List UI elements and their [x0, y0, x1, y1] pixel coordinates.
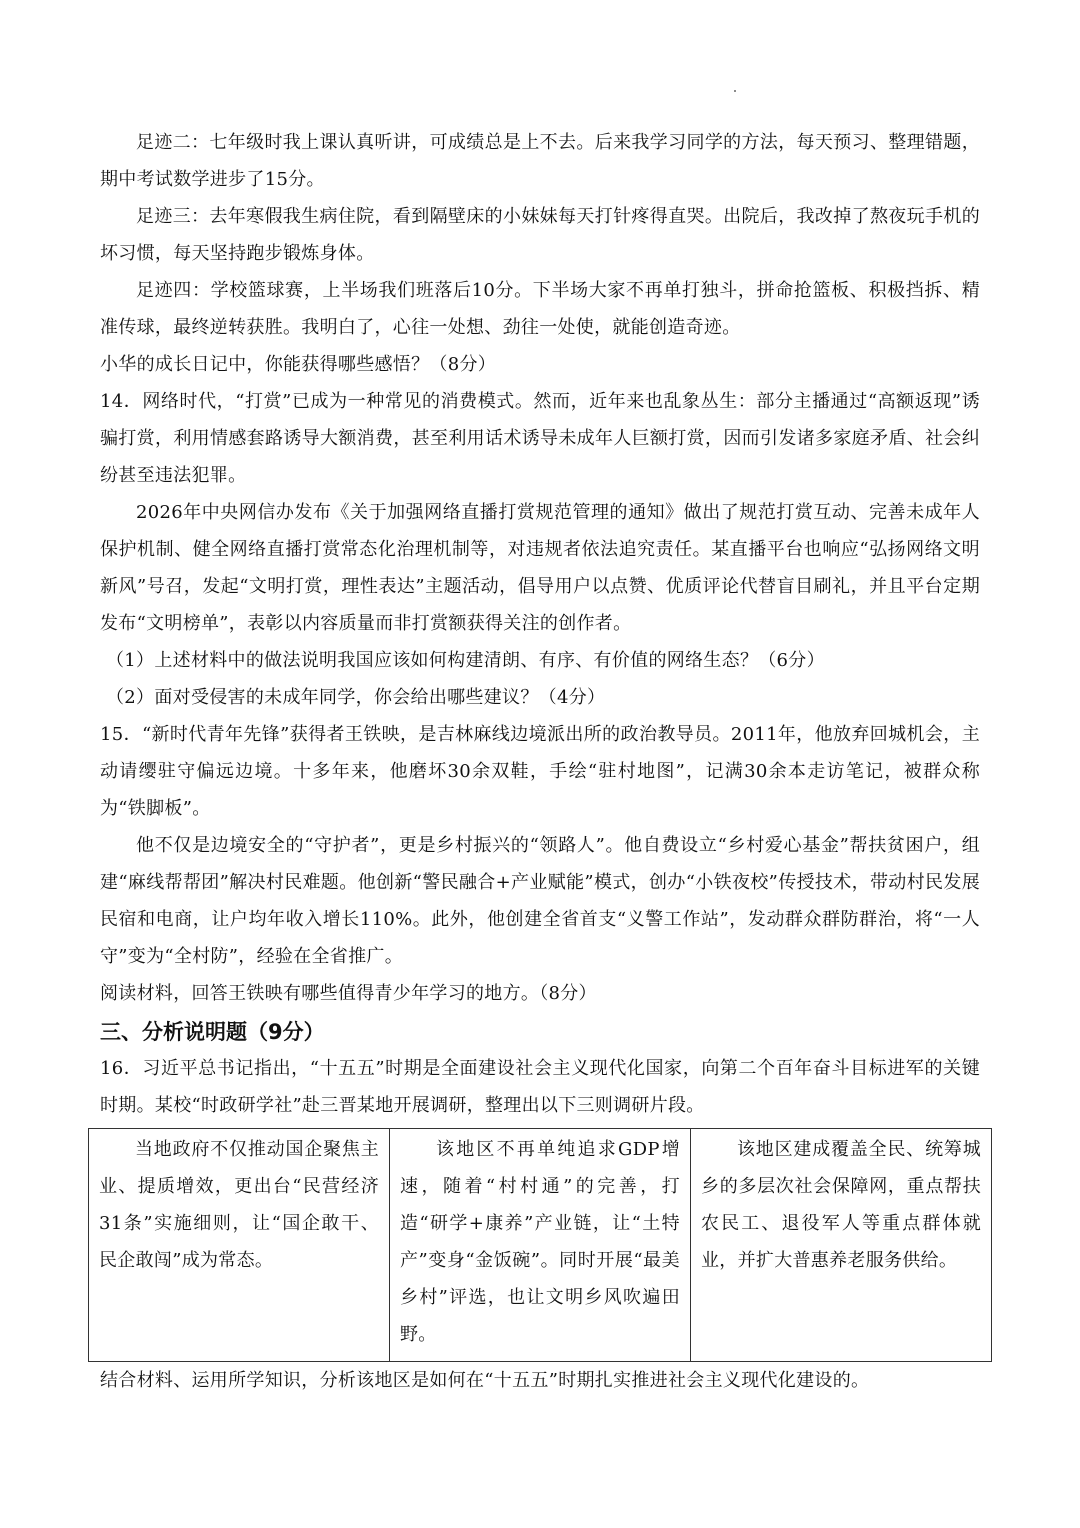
- question-15-material-1: 15．“新时代青年先锋”获得者王铁映，是吉林麻线边境派出所的政治教导员。2011年，他放弃回城机会，主动请缨驻守偏远边境。十多年来，他磨坏30余双鞋，手绘“驻村地图”，记满30余本走访笔记，被群众称为“铁脚板”。: [100, 724, 980, 819]
- growth-footprint-two: 足迹二：七年级时我上课认真听讲，可成绩总是上不去。后来我学习同学的方法，每天预习、整理错题，期中考试数学进步了15分。: [100, 132, 980, 190]
- growth-footprint-four: 足迹四：学校篮球赛，上半场我们班落后10分。下半场大家不再单打独斗，拼命抢篮板、积极挡拆、精准传球，最终逆转获胜。我明白了，心往一处想、劲往一处使，就能创造奇迹。: [100, 280, 980, 338]
- growth-footprint-three: 足迹三：去年寒假我生病住院，看到隔壁床的小妹妹每天打针疼得直哭。出院后，我改掉了熬夜玩手机的坏习惯，每天坚持跑步锻炼身体。: [100, 206, 980, 264]
- question-14-material-2: 2026年中央网信办发布《关于加强网络直播打赏规范管理的通知》做出了规范打赏互动、完善未成年人保护机制、健全网络直播打赏常态化治理机制等，对违规者依法追究责任。某直播平台也响应“弘扬网络文明新风”号召，发起“文明打赏，理性表达”主题活动，倡导用户以点赞、优质评论代替盲目刷礼，并且平台定期发布“文明榜单”，表彰以内容质量而非打赏额获得关注的创作者。: [100, 502, 980, 634]
- research-table: [88, 1128, 992, 1362]
- research-table-row: [89, 1129, 992, 1362]
- question-14-sub-2: （2）面对受侵害的未成年同学，你会给出哪些建议？（4分）: [106, 687, 606, 708]
- question-15-material-2: 他不仅是边境安全的“守护者”，更是乡村振兴的“领路人”。他自费设立“乡村爱心基金”帮扶贫困户，组建“麻线帮帮团”解决村民难题。他创新“警民融合+产业赋能”模式，创办“小铁夜校”传授技术，带动村民发展民宿和电商，让户均年收入增长110%。此外，他创建全省首支“义警工作站”，发动群众群防群治，将“一人守”变为“全村防”，经验在全省推广。: [100, 835, 980, 967]
- question-14-material-1: 14．网络时代，“打赏”已成为一种常见的消费模式。然而，近年来也乱象丛生：部分主播通过“高额返现”诱骗打赏，利用情感套路诱导大额消费，甚至利用话术诱导未成年人巨额打赏，因而引发诸多家庭矛盾、社会纠纷甚至违法犯罪。: [100, 391, 980, 486]
- question-14-sub-1: （1）上述材料中的做法说明我国应该如何构建清朗、有序、有价值的网络生态？（6分）: [106, 650, 825, 671]
- question-13-prompt: 小华的成长日记中，你能获得哪些感悟？（8分）: [100, 354, 497, 375]
- question-15-prompt: 阅读材料，回答王铁映有哪些值得青少年学习的地方。（8分）: [100, 983, 597, 1004]
- research-cell-2: 该地区不再单纯追求GDP增速，随着“村村通”的完善，打造“研学+康养”产业链，让“土特产”变身“金饭碗”。同时开展“最美乡村”评选，也让文明乡风吹遍田野。: [390, 1129, 691, 1362]
- question-16-prompt: 结合材料、运用所学知识，分析该地区是如何在“十五五”时期扎实推进社会主义现代化建设的。: [100, 1370, 870, 1391]
- question-16-intro: 16．习近平总书记指出，“十五五”时期是全面建设社会主义现代化国家，向第二个百年奋斗目标进军的关键时期。某校“时政研学社”赴三晋某地开展调研，整理出以下三则调研片段。: [100, 1058, 980, 1116]
- section-heading: 三、分析说明题（9分）: [100, 1020, 325, 1044]
- research-cell-3: 该地区建成覆盖全民、统筹城乡的多层次社会保障网，重点帮扶农民工、退役军人等重点群体就业，并扩大普惠养老服务供给。: [691, 1129, 992, 1362]
- page-mark: [734, 90, 736, 92]
- page-content: [100, 124, 980, 1399]
- research-cell-1: 当地政府不仅推动国企聚焦主业、提质增效，更出台“民营经济31条”实施细则，让“国企敢干、民企敢闯”成为常态。: [89, 1129, 390, 1362]
